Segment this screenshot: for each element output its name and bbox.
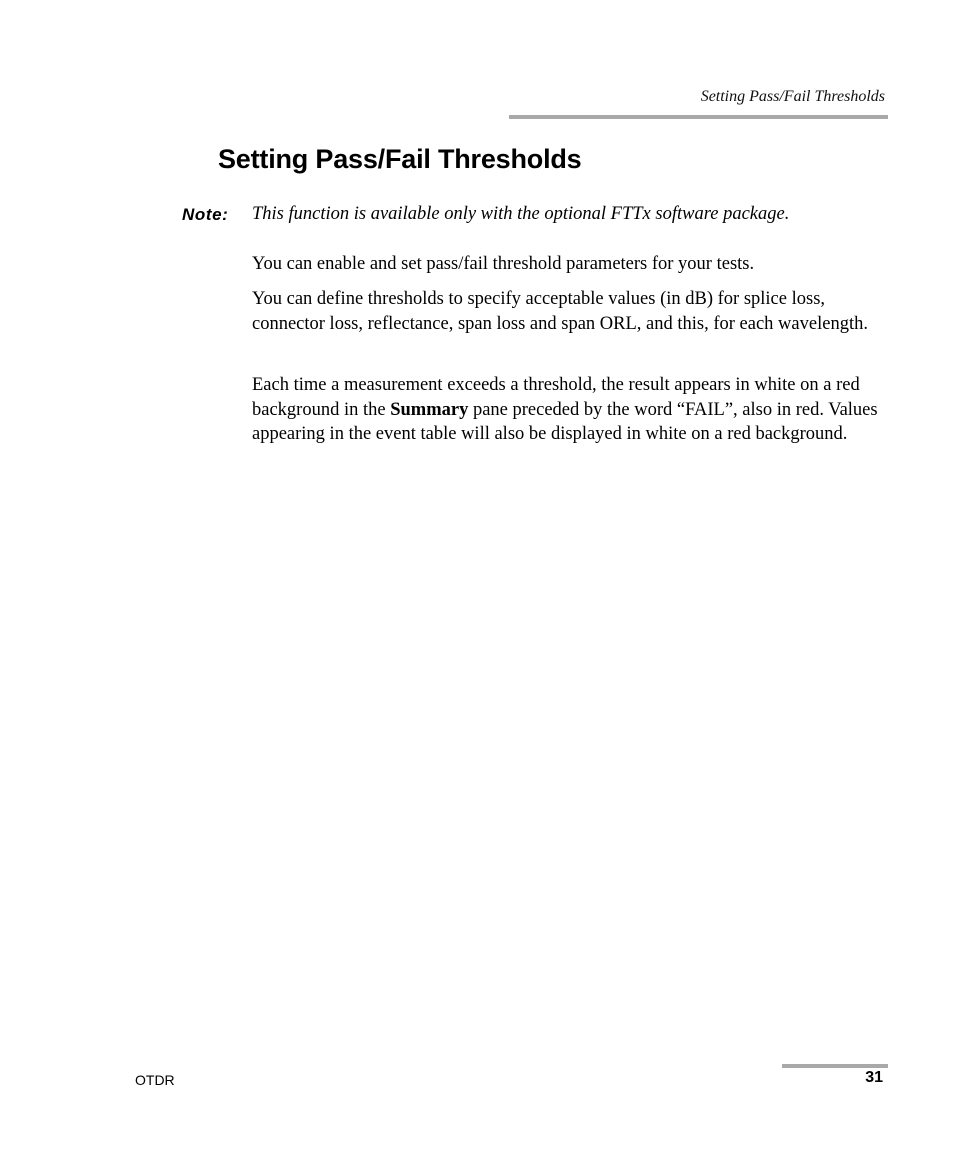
footer-product: OTDR (135, 1072, 175, 1088)
paragraph-define: You can define thresholds to specify acceptable values (in dB) for splice loss, connector loss, reflectance, span loss and span ORL, and this, for each wavelength. (252, 289, 868, 334)
paragraph-fail-part1: Each time a measurement exceeds a threshold, the result appears in white on a red background in the (252, 375, 860, 420)
page-number: 31 (865, 1069, 883, 1086)
page-title: Setting Pass/Fail Thresholds (218, 144, 582, 174)
paragraph-enable: You can enable and set pass/fail threshold parameters for your tests. (252, 254, 755, 274)
paragraph-fail-part2: pane preceded by the word “FAIL”, also in red. Values appearing in the event table will also be displayed in white on a red background. (252, 399, 878, 445)
footer-rule (782, 1064, 888, 1068)
note-label: Note: (182, 205, 229, 224)
running-header: Setting Pass/Fail Thresholds (700, 88, 885, 105)
paragraph-fail (252, 373, 892, 447)
summary-term: Summary (390, 399, 469, 420)
header-rule (509, 115, 888, 119)
note-text: This function is available only with the optional FTTx software package. (252, 204, 790, 224)
